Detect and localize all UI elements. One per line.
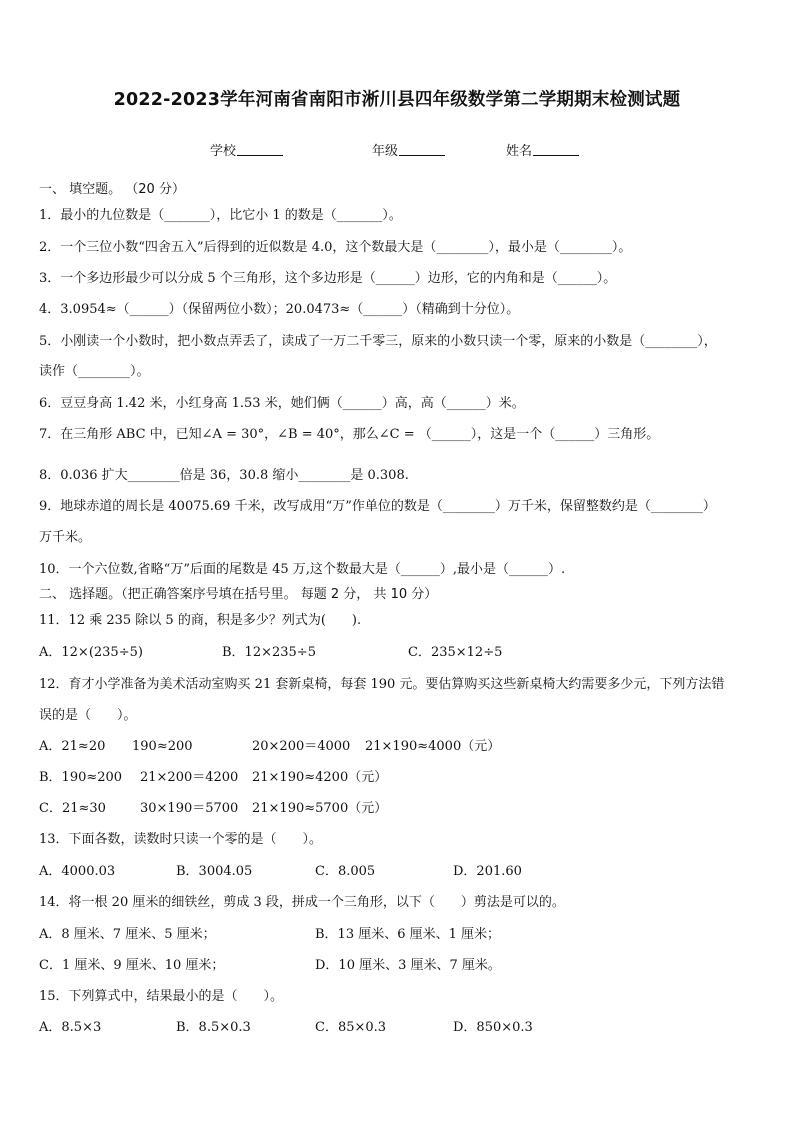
- question-15-stem: 15．下列算式中，结果最小的是（ ）。: [39, 989, 284, 1004]
- question-15-option-a: A．8.5×3: [39, 1020, 102, 1035]
- question-6: 6．豆豆身高 1.42 米，小红身高 1.53 米，她们俩（______）高，高（______）米。: [39, 396, 525, 411]
- question-14-option-d: D．10 厘米、3 厘米、7 厘米。: [315, 958, 501, 973]
- question-15-option-d: D．850×0.3: [453, 1020, 533, 1035]
- question-5-line-2: 读作（________）。: [39, 364, 150, 379]
- grade-field: [372, 140, 445, 159]
- name-blank[interactable]: [533, 143, 579, 156]
- question-4: 4．3.0954≈（______）（保留两位小数）；20.0473≈（______）（精确到十分位）。: [39, 302, 520, 317]
- question-11-option-a: A．12×(235÷5): [39, 645, 143, 660]
- question-11-option-c: C．235×12÷5: [408, 645, 503, 660]
- question-12-option-b-part-3: 21×190≈4200（元）: [252, 770, 388, 785]
- question-8: 8．0.036 扩大________倍是 36，30.8 缩小________是 0.308.: [39, 468, 409, 483]
- name-field: [506, 140, 579, 159]
- question-14-option-c: C．1 厘米、9 厘米、10 厘米；: [39, 958, 225, 973]
- question-11-stem: 11．12 乘 235 除以 5 的商，积是多少？列式为( ).: [39, 613, 362, 628]
- question-7: 7．在三角形 ABC 中，已知∠A = 30°，∠B = 40°，那么∠C = （______），这是一个（______）三角形。: [39, 427, 660, 442]
- question-14-option-b: B．13 厘米、6 厘米、1 厘米；: [315, 927, 501, 942]
- question-13-option-d: D．201.60: [453, 864, 522, 879]
- question-2: 2．一个三位小数“四舍五入”后得到的近似数是 4.0，这个数最大是（________），最小是（________）。: [39, 240, 632, 255]
- page-title: 2022-2023学年河南省南阳市淅川县四年级数学第二学期期末检测试题: [113, 90, 681, 110]
- question-15-option-b: B．8.5×0.3: [176, 1020, 251, 1035]
- question-10: 10．一个六位数,省略“万”后面的尾数是 45 万,这个数最大是（______）,最小是（______）.: [39, 562, 566, 577]
- question-13-option-c: C．8.005: [315, 864, 376, 879]
- question-12-option-c-part-3: 21×190≈5700（元）: [252, 801, 388, 816]
- question-12-stem-line-1: 12．育才小学准备为美术活动室购买 21 套新桌椅，每套 190 元。要估算购买这些新桌椅大约需要多少元，下列方法错: [39, 677, 725, 692]
- name-label: 姓名: [506, 144, 533, 159]
- question-12-option-c-part-2: 30×190＝5700: [140, 801, 239, 816]
- question-14-stem: 14．将一根 20 厘米的细铁丝，剪成 3 段，拼成一个三角形，以下（ ）剪法是可以的。: [39, 895, 565, 910]
- question-14-option-a: A．8 厘米、7 厘米、5 厘米；: [39, 927, 216, 942]
- section-heading-choice: 二、 选择题。（把正确答案序号填在括号里。 每题 2 分， 共 10 分）: [39, 587, 438, 602]
- question-11-option-b: B．12×235÷5: [222, 645, 316, 660]
- question-9-line-2: 万千米。: [39, 530, 92, 545]
- question-12-stem-line-2: 误的是（ ）。: [39, 708, 137, 723]
- question-1: 1．最小的九位数是（_______），比它小 1 的数是（_______）。: [39, 208, 402, 223]
- question-12-option-b-part-2: 21×200＝4200: [140, 770, 239, 785]
- question-12-option-a-part-3: 20×200＝4000: [252, 739, 351, 754]
- question-15-option-c: C．85×0.3: [315, 1020, 387, 1035]
- school-blank[interactable]: [237, 143, 283, 156]
- question-13-stem: 13．下面各数，读数时只读一个零的是（ ）。: [39, 832, 323, 847]
- question-12-option-a-part-2: 190≈200: [132, 739, 193, 754]
- question-12-option-c-part-1: C．21≈30: [39, 801, 106, 816]
- question-13-option-a: A．4000.03: [39, 864, 116, 879]
- school-label: 学校: [210, 144, 237, 159]
- grade-label: 年级: [372, 144, 399, 159]
- question-12-option-a-part-1: A．21≈20: [39, 739, 106, 754]
- grade-blank[interactable]: [399, 143, 445, 156]
- question-12-option-a-part-4: 21×190≈4000（元）: [365, 739, 501, 754]
- question-13-option-b: B．3004.05: [176, 864, 253, 879]
- question-3: 3．一个多边形最少可以分成 5 个三角形，这个多边形是（______）边形，它的内角和是（______）。: [39, 271, 617, 286]
- question-12-option-b-part-1: B．190≈200: [39, 770, 123, 785]
- section-heading-fill-in: 一、 填空题。 （20 分）: [39, 182, 185, 197]
- school-field: [210, 140, 283, 159]
- question-5-line-1: 5．小刚读一个小数时，把小数点弄丢了，读成了一万二千零三，原来的小数只读一个零，原来的小数是（________），: [39, 334, 717, 349]
- question-9-line-1: 9．地球赤道的周长是 40075.69 千米，改写成用“万”作单位的数是（________）万千米，保留整数约是（________）: [39, 499, 716, 514]
